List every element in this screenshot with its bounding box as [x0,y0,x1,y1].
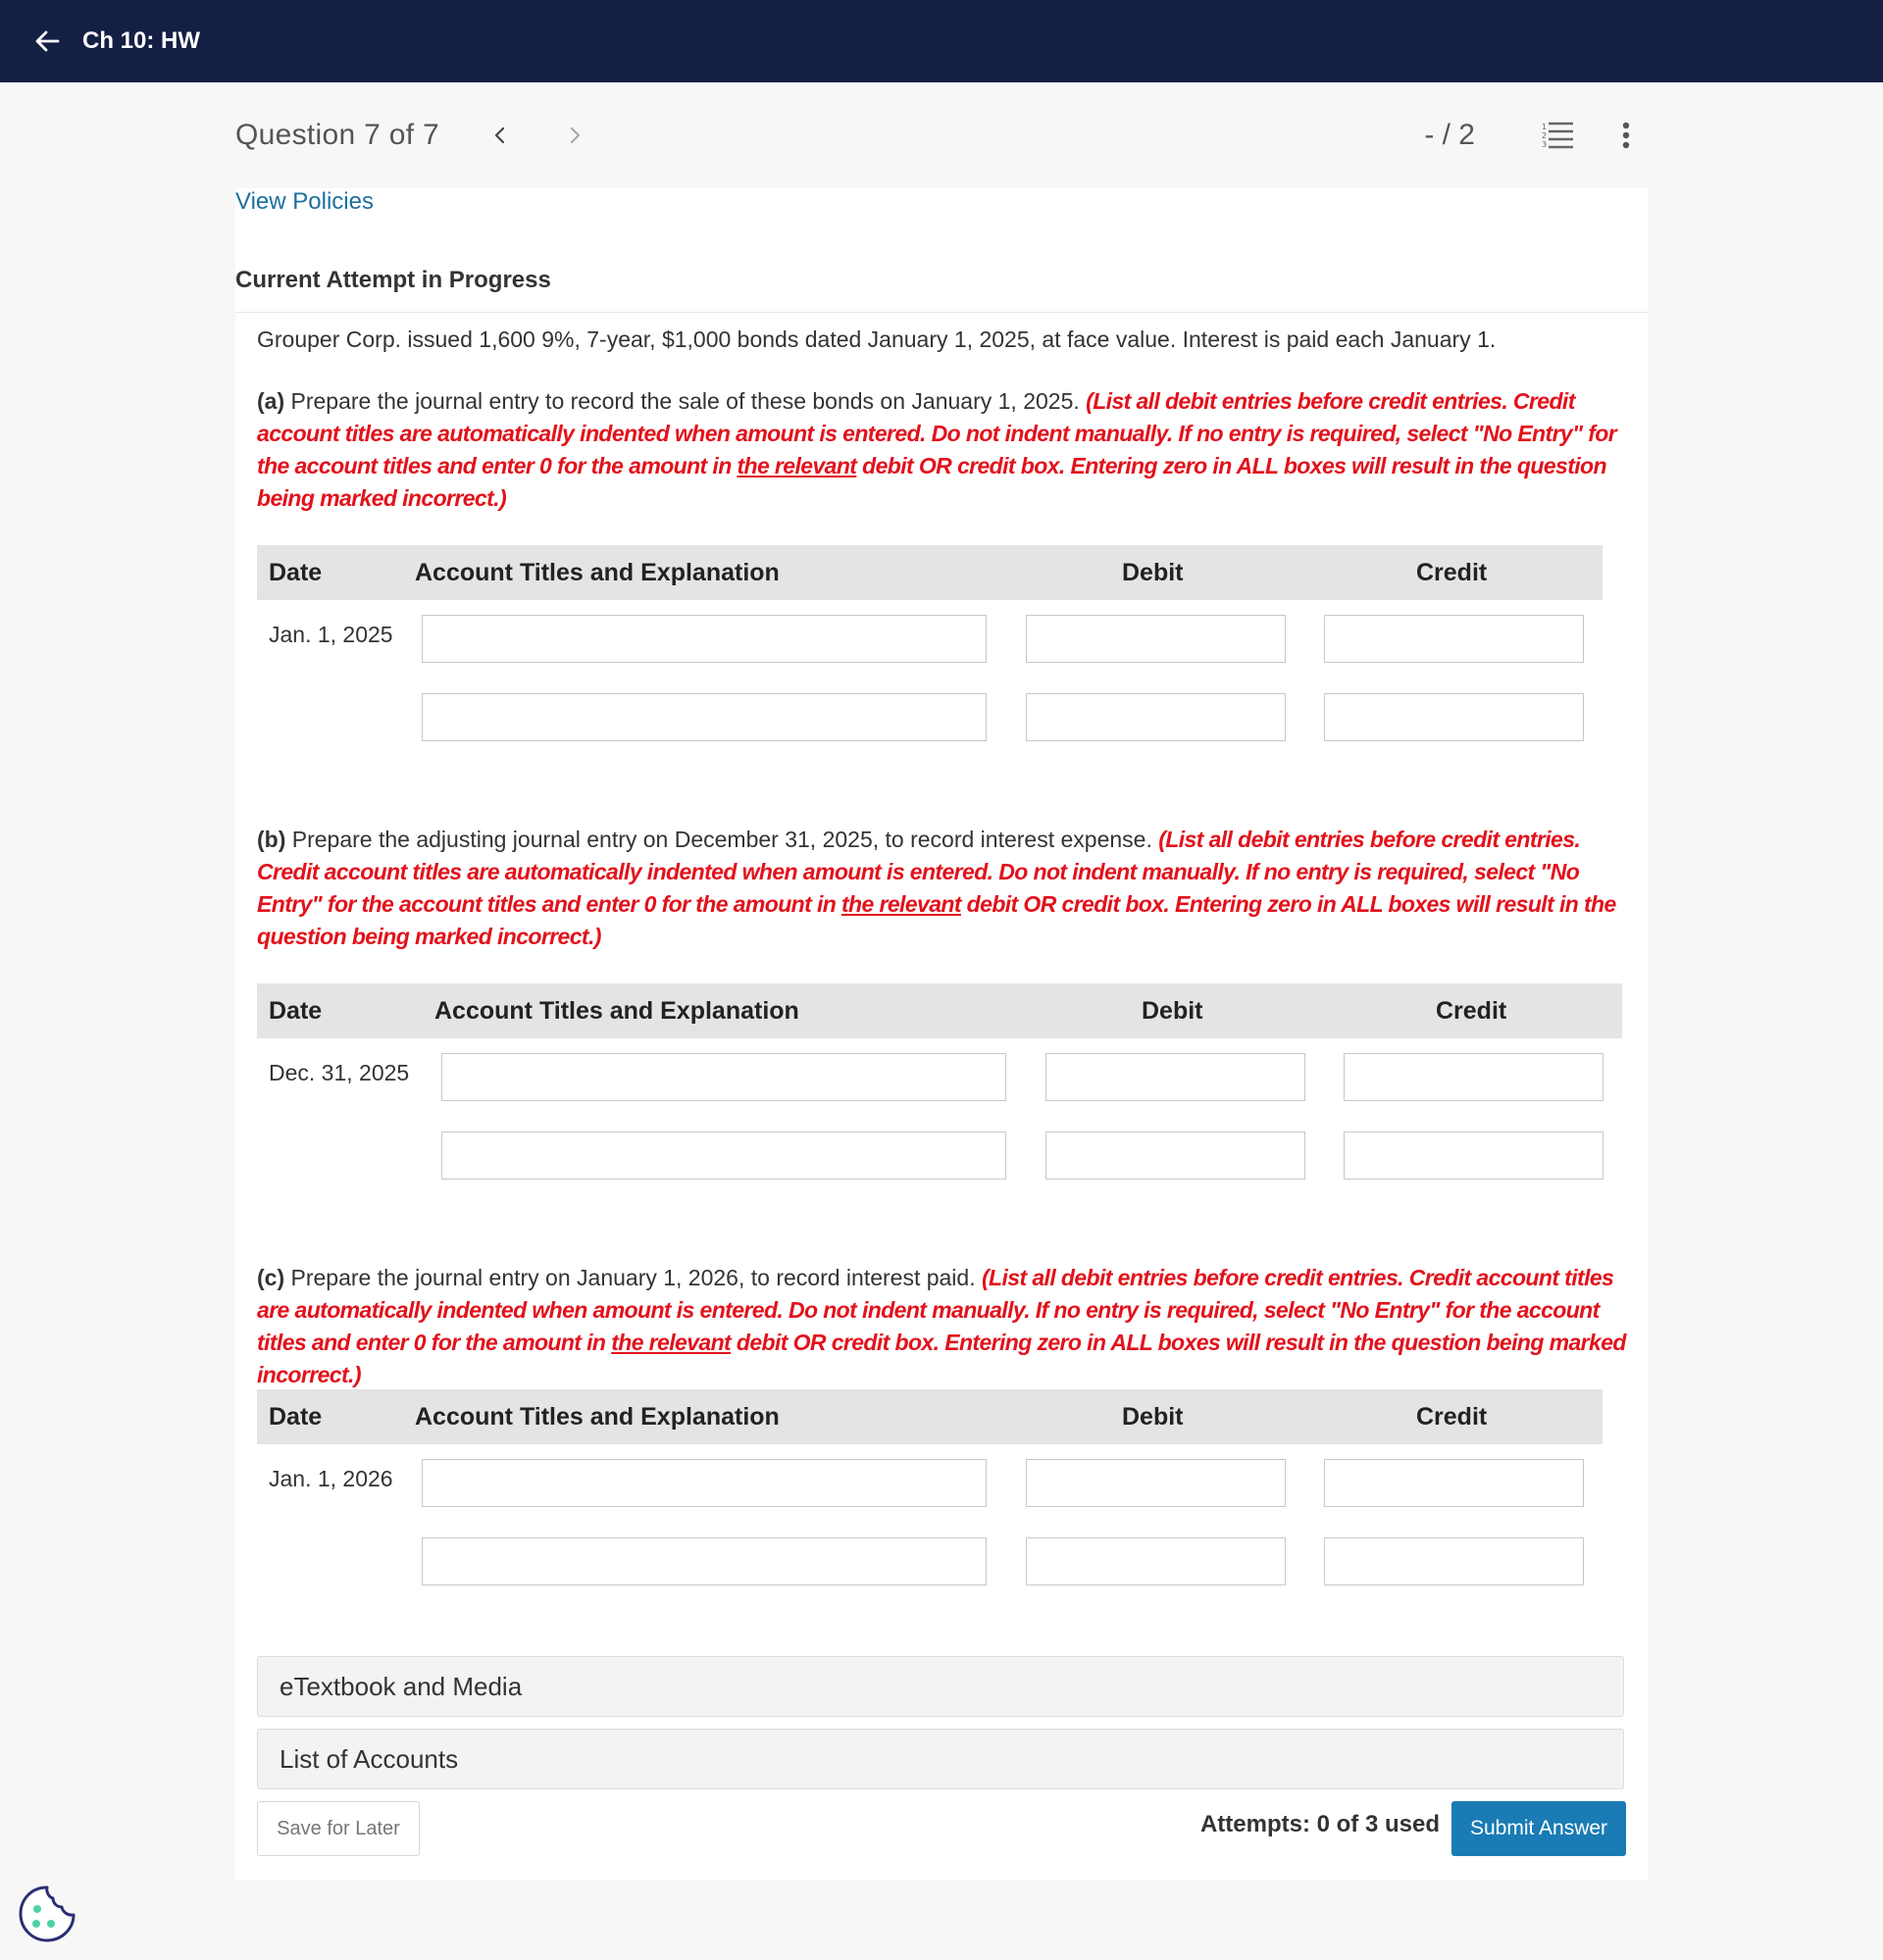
submit-answer-button[interactable]: Submit Answer [1451,1801,1626,1856]
part-text: Prepare the journal entry on January 1, 2026, to record interest paid. [284,1265,982,1290]
more-options-icon[interactable] [1604,114,1648,157]
attempts-counter: Attempts: 0 of 3 used [1199,1811,1440,1837]
entry-date: Dec. 31, 2025 [269,1060,410,1085]
table-row [257,600,1603,678]
part-a-prompt [257,385,1630,515]
date-header: Date [269,997,323,1025]
account-title-input[interactable] [422,1459,987,1507]
journal-table-c [257,1389,1603,1601]
part-b-prompt [257,824,1630,953]
table-row [257,1117,1622,1195]
credit-input[interactable] [1344,1131,1603,1180]
credit-input[interactable] [1324,693,1584,741]
account-header: Account Titles and Explanation [415,559,780,586]
debit-input[interactable] [1026,1537,1286,1585]
view-policies-link[interactable]: View Policies [235,188,374,215]
save-for-later-button[interactable]: Save for Later [257,1801,420,1856]
table-row [257,1038,1622,1117]
credit-input[interactable] [1344,1053,1603,1101]
credit-header: Credit [1436,997,1507,1025]
question-header [235,82,1648,188]
entry-date: Jan. 1, 2026 [269,1466,393,1491]
account-header: Account Titles and Explanation [434,997,799,1025]
debit-header: Debit [1122,559,1184,586]
etextbook-media-expander[interactable]: eTextbook and Media [257,1656,1624,1717]
question-panel [235,188,1648,1881]
debit-input[interactable] [1026,693,1286,741]
debit-header: Debit [1142,997,1203,1025]
instructions: (List all debit entries before credit entries. Credit account titles are automatically indented when amount is entered. Do not indent manually. If no entry is required, select "No Entry" for the account titles and enter 0 for the amount in the relevant debit OR credit box. Entering zero in ALL boxes will result in the question being marked incorrect.) [257,388,1617,511]
account-title-input[interactable] [422,615,987,663]
part-text: Prepare the adjusting journal entry on December 31, 2025, to record interest expense. [285,827,1159,852]
list-of-accounts-expander[interactable]: List of Accounts [257,1729,1624,1789]
table-row [257,1523,1603,1601]
assignment-title: Ch 10: HW [82,27,200,54]
instructions: (List all debit entries before credit entries. Credit account titles are automatically indented when amount is entered. Do not indent manually. If no entry is required, select "No Entry" for the account titles and enter 0 for the amount in the relevant debit OR credit box. Entering zero in ALL boxes will result in the question being marked incorrect.) [257,1265,1626,1387]
account-title-input[interactable] [422,1537,987,1585]
svg-text:3: 3 [1542,140,1548,149]
part-label: (c) [257,1265,285,1290]
next-question-button[interactable] [555,116,594,155]
svg-text:2: 2 [1542,131,1548,140]
previous-question-button[interactable] [481,116,520,155]
credit-header: Credit [1416,559,1488,586]
credit-header: Credit [1416,1403,1488,1431]
debit-input[interactable] [1045,1131,1305,1180]
account-title-input[interactable] [441,1053,1006,1101]
question-list-icon[interactable] [1536,114,1579,157]
entry-date: Jan. 1, 2025 [269,622,393,647]
account-title-input[interactable] [441,1131,1006,1180]
part-text: Prepare the journal entry to record the sale of these bonds on January 1, 2025. [284,388,1087,414]
question-counter: Question 7 of 7 [235,119,439,151]
journal-table-b [257,983,1622,1195]
date-header: Date [269,1403,323,1431]
question-score: - / 2 [1424,119,1475,151]
top-bar [0,0,1883,82]
instructions: (List all debit entries before credit entries. Credit account titles are automatically indented when amount is entered. Do not indent manually. If no entry is required, select "No Entry" for the account titles and enter 0 for the amount in the relevant debit OR credit box. Entering zero in ALL boxes will result in the question being marked incorrect.) [257,827,1616,949]
credit-input[interactable] [1324,1537,1584,1585]
table-row [257,678,1603,757]
attempt-status-heading: Current Attempt in Progress [235,267,551,293]
account-title-input[interactable] [422,693,987,741]
debit-input[interactable] [1026,1459,1286,1507]
part-label: (a) [257,388,285,414]
debit-input[interactable] [1026,615,1286,663]
credit-input[interactable] [1324,1459,1584,1507]
debit-header: Debit [1122,1403,1184,1431]
part-label: (b) [257,827,286,852]
credit-input[interactable] [1324,615,1584,663]
divider [235,312,1648,313]
table-header [257,1389,1603,1444]
svg-text:1: 1 [1542,123,1548,131]
debit-input[interactable] [1045,1053,1305,1101]
cookie-settings-icon[interactable] [18,1885,76,1943]
part-c-prompt [257,1262,1630,1391]
back-arrow-icon[interactable] [31,25,63,57]
table-row [257,1444,1603,1523]
account-header: Account Titles and Explanation [415,1403,780,1431]
date-header: Date [269,559,323,586]
table-header [257,545,1603,600]
problem-intro: Grouper Corp. issued 1,600 9%, 7-year, $1,000 bonds dated January 1, 2025, at face value. Interest is paid each January 1. [257,327,1497,352]
journal-table-a [257,545,1603,757]
table-header [257,983,1622,1038]
